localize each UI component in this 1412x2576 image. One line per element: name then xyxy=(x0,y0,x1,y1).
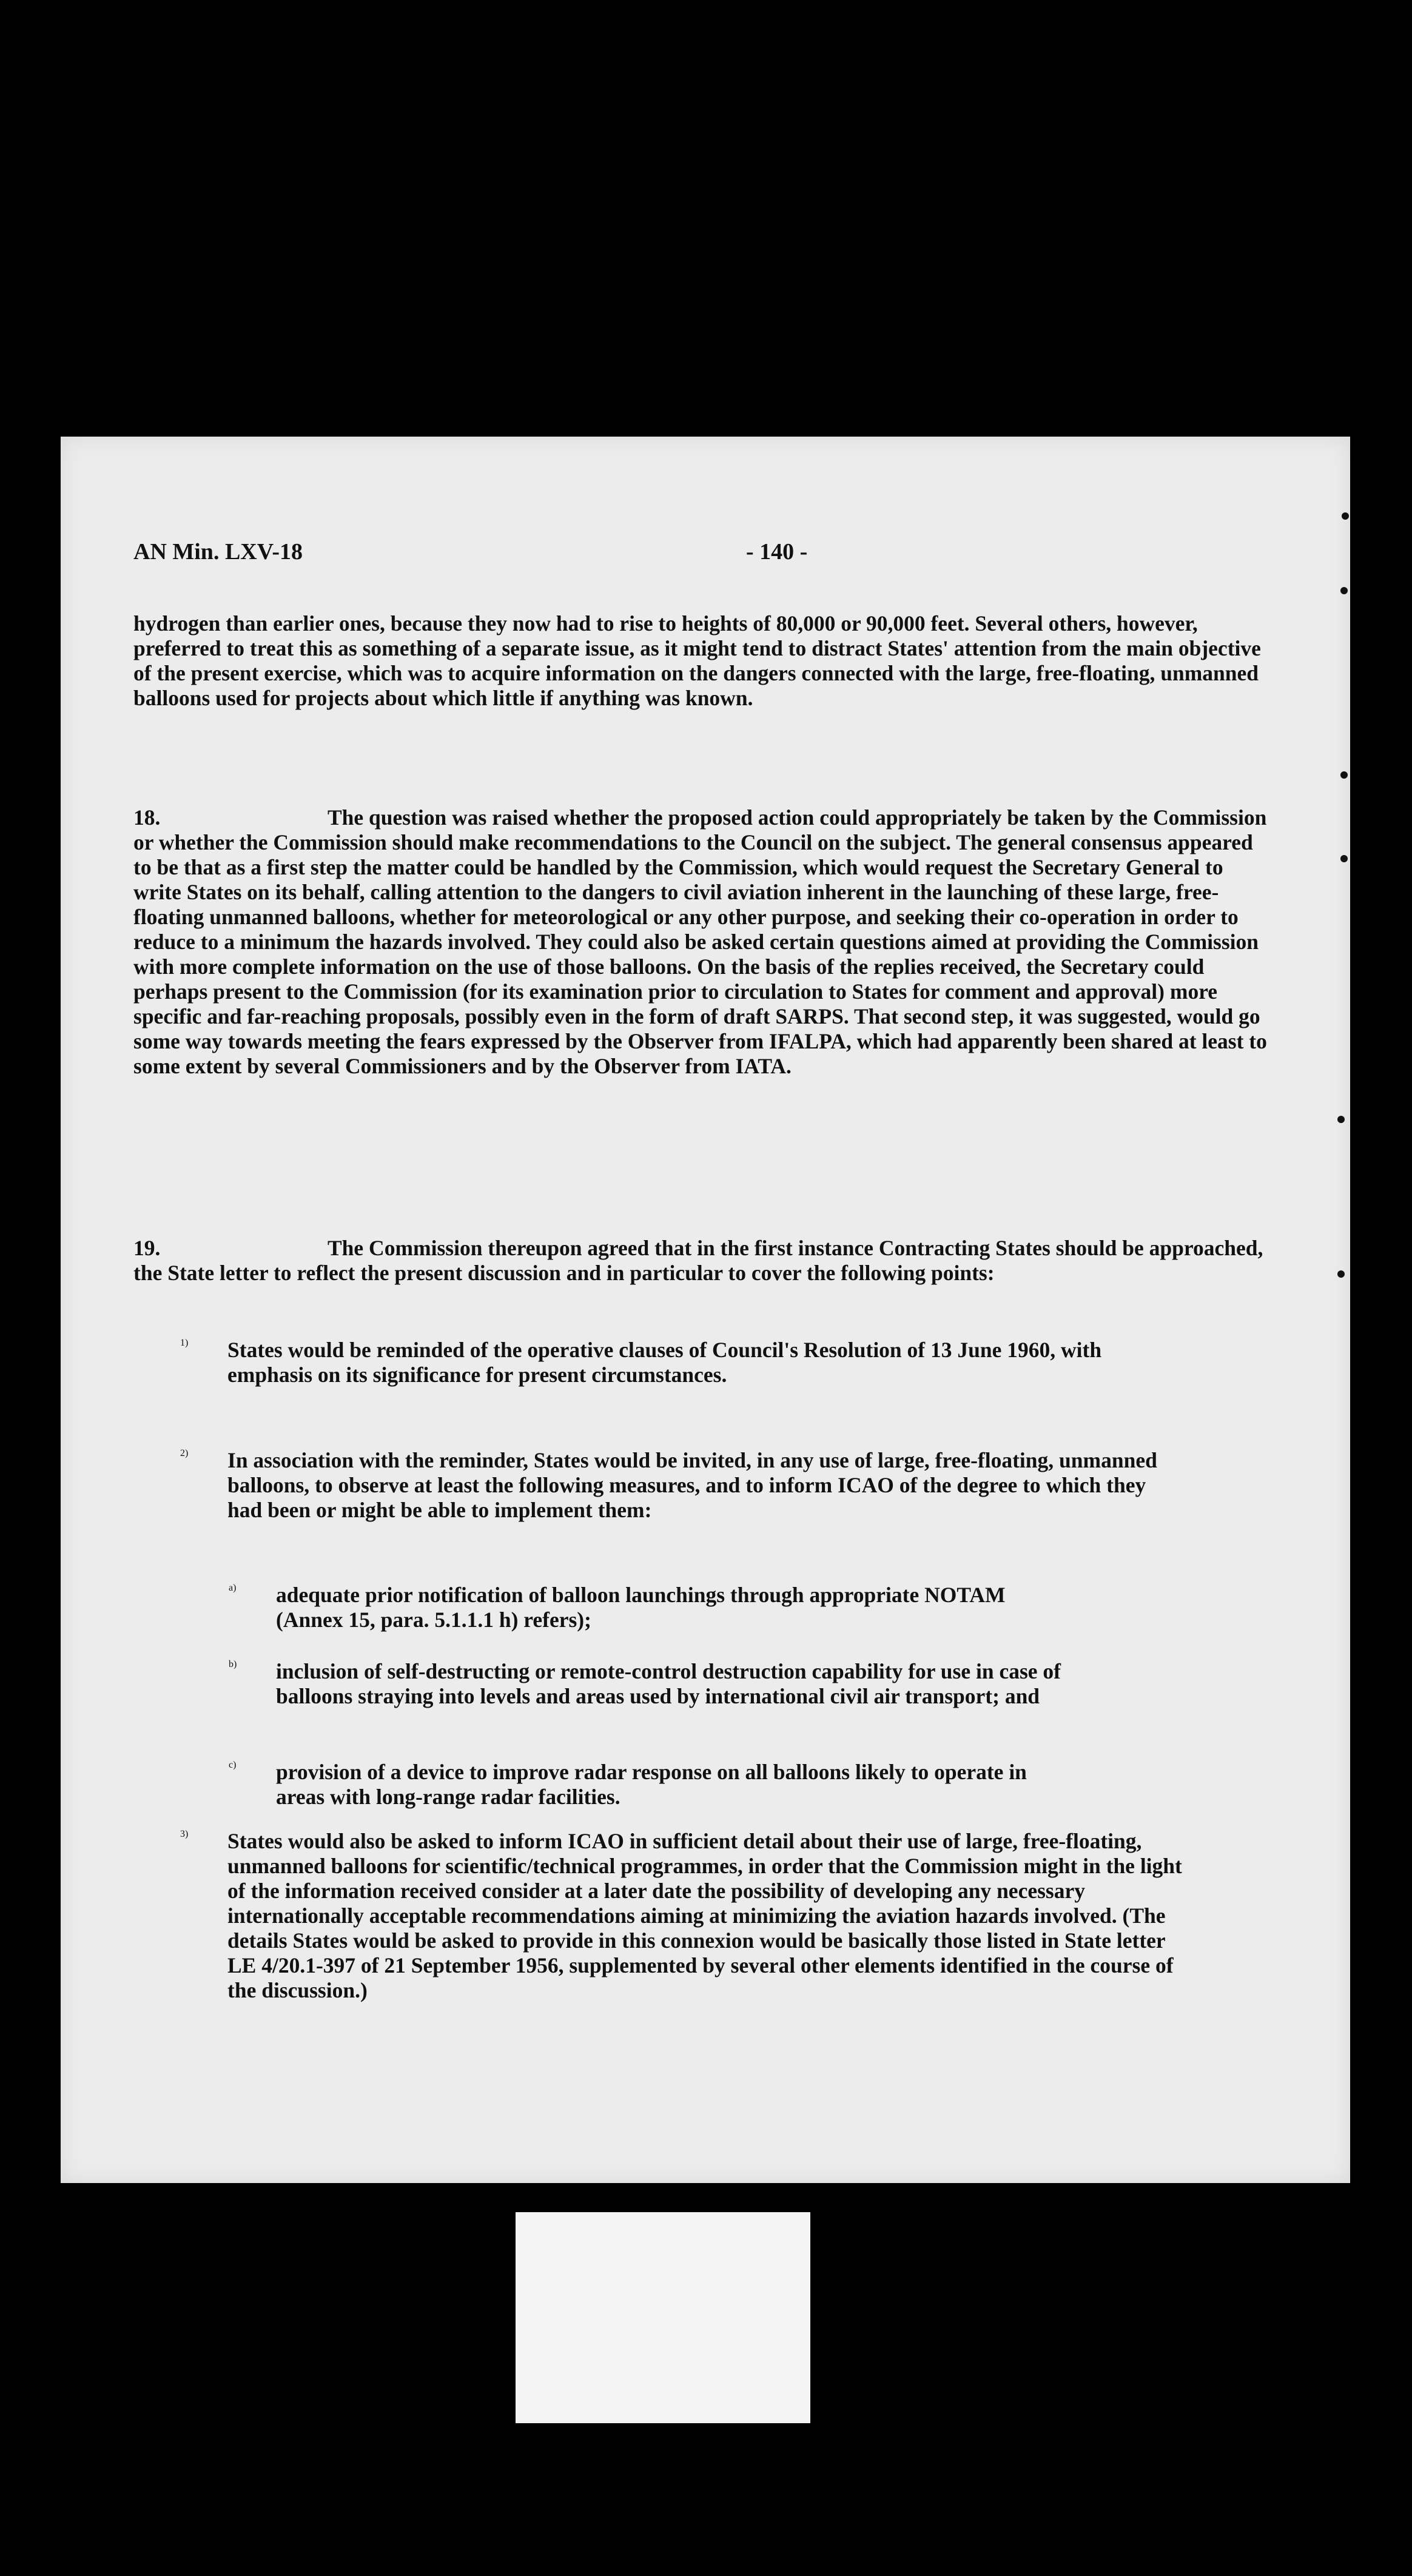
intro-paragraph xyxy=(133,611,1274,711)
scan-dot-mark xyxy=(1342,512,1349,520)
sub-item-b xyxy=(229,1659,1064,1709)
paragraph-18-number: 18. xyxy=(133,805,161,830)
scan-dot-mark xyxy=(1337,1116,1345,1123)
list-item-text: States would also be asked to inform ICAO in sufficient detail about their use of large, free-floating, unmanned balloons for scientific/technical programmes, in order that the Commission might in the light of the information received consider at a later date the possibility of developing any necessary internationally acceptable recommendations aiming at minimizing the aviation hazards involved. (The details States would be asked to provide in this connexion would be basically those listed in State letter LE 4/20.1-397 of 21 September 1956, supplemented by several other elements identified in the course of the discussion.) xyxy=(227,1829,1182,2002)
sub-item-text: provision of a device to improve radar response on all balloons likely to operate in areas with long-range radar facilities. xyxy=(276,1760,1027,1809)
page-number: - 140 - xyxy=(746,539,808,565)
scan-dot-mark xyxy=(1340,855,1348,862)
sub-item-text: adequate prior notification of balloon launchings through appropriate NOTAM (Annex 15, para. 5.1.1.1 h) refers); xyxy=(276,1583,1006,1632)
page-content xyxy=(133,538,1274,2002)
paragraph-18-text xyxy=(133,805,1274,1079)
paragraph-18 xyxy=(133,805,1274,1079)
scan-dot-mark xyxy=(1340,771,1348,779)
paragraph-18-body: The question was raised whether the proposed action could appropriately be taken by the Commission or whether the Commission should make recommendations to the Council on the subject. The general consensus appeared to be that as a first step the matter could be handled by the Commission, which would request the Secretary General to write States on its behalf, calling attention to the dangers to civil aviation inherent in the launching of these large, free-floating unmanned balloons, whether for meteorological or any other purpose, and seeking their co-operation in order to reduce to a minimum the hazards involved. They could also be asked certain questions aimed at providing the Commission with more complete information on the use of those balloons. On the basis of the replies received, the Secretary could perhaps present to the Commission (for its examination prior to circulation to States for comment and approval) more specific and far-reaching proposals, possibly even in the form of draft SARPS. That second step, it was suggested, would go some way towards meeting the fears expressed by the Observer from IFALPA, which had apparently been shared at least to some extent by several Commissioners and by the Observer from IATA. xyxy=(133,805,1267,1078)
document-id: AN Min. LXV-18 xyxy=(133,539,303,565)
list-item-text: States would be reminded of the operative clauses of Council's Resolution of 13 June 1960, with emphasis on its significance for present circumstances. xyxy=(227,1338,1102,1387)
sub-item-label: b) xyxy=(229,1659,237,1669)
page-header xyxy=(133,538,1274,575)
list-item-label: 3) xyxy=(180,1829,189,1839)
list-item-1 xyxy=(180,1338,1186,1387)
paragraph-19-body: The Commission thereupon agreed that in the first instance Contracting States should be approached, the State letter to reflect the present discussion and in particular to cover the following points: xyxy=(133,1236,1263,1285)
paragraph-19-text xyxy=(133,1236,1274,1286)
document-page xyxy=(61,437,1350,2183)
scan-dot-mark xyxy=(1340,587,1348,594)
blank-label-box xyxy=(516,2212,810,2423)
sub-item-text: inclusion of self-destructing or remote-control destruction capability for use in case of balloons straying into levels and areas used by international civil air transport; and xyxy=(276,1659,1061,1708)
sub-item-label: a) xyxy=(229,1583,237,1593)
list-item-label: 2) xyxy=(180,1448,189,1458)
sub-item-label: c) xyxy=(229,1760,237,1770)
list-item-2 xyxy=(180,1448,1186,1523)
sub-item-a xyxy=(229,1583,1064,1632)
list-item-text: In association with the reminder, States would be invited, in any use of large, free-floating, unmanned balloons, to observe at least the following measures, and to inform ICAO of the degree to which they had been or might be able to implement them: xyxy=(227,1448,1157,1522)
scan-dot-mark xyxy=(1337,1270,1345,1278)
list-item-label: 1) xyxy=(180,1338,189,1348)
paragraph-19-number: 19. xyxy=(133,1236,161,1260)
paragraph-19 xyxy=(133,1236,1274,1286)
sub-item-c xyxy=(229,1760,1064,1810)
list-item-3 xyxy=(180,1829,1186,2003)
intro-text: hydrogen than earlier ones, because they now had to rise to heights of 80,000 or 90,000 feet. Several others, however, preferred to treat this as something of a separate issue, as it might tend to distract States' attention from the main objective of the present exercise, which was to acquire information on the dangers connected with the large, free-floating, unmanned balloons used for projects about which little if anything was known. xyxy=(133,611,1261,710)
